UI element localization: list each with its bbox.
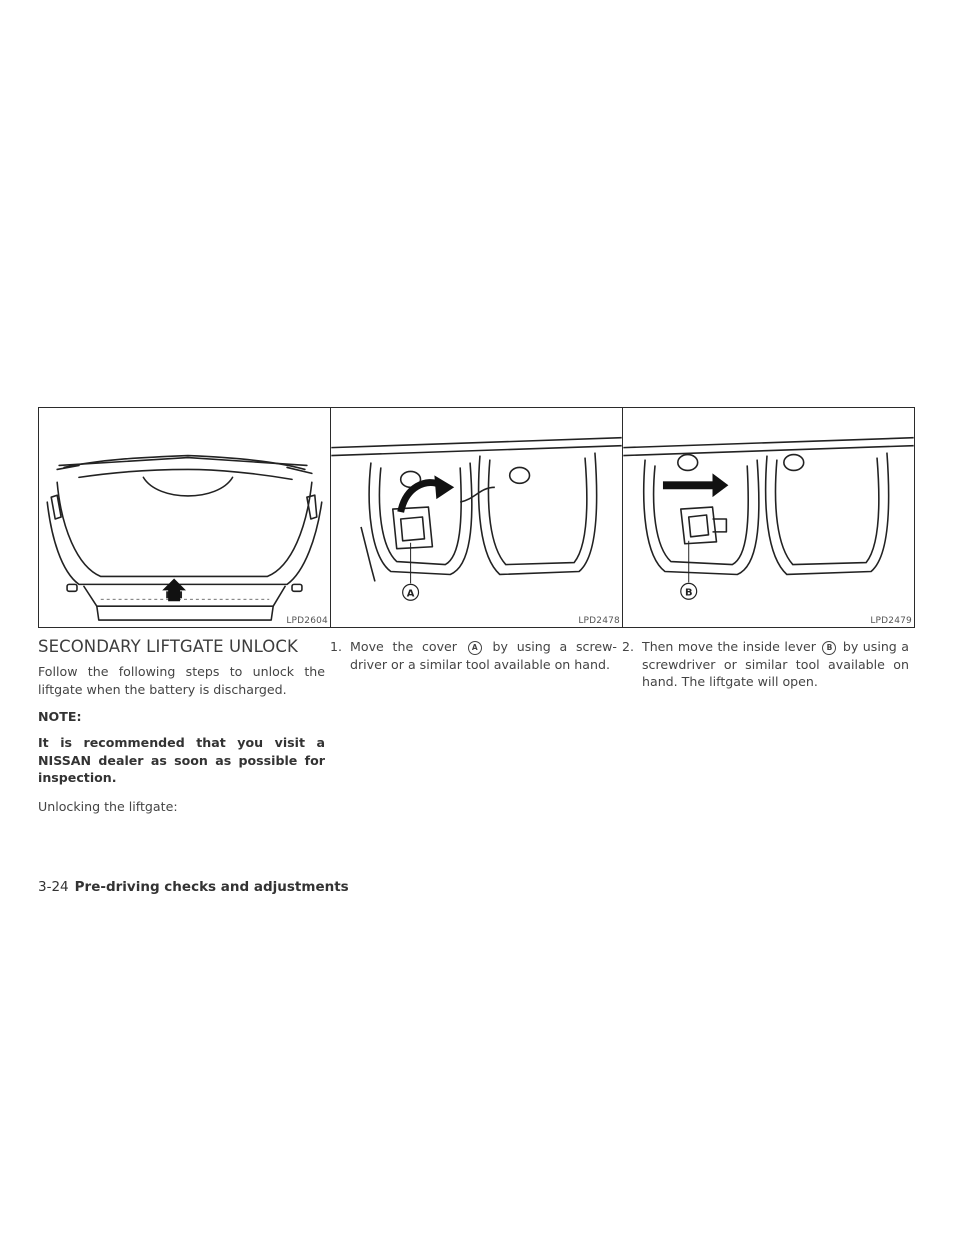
cover-illustration [331, 408, 622, 627]
lever-illustration [623, 408, 914, 627]
figure-liftgate [38, 407, 331, 628]
figure-cover [330, 407, 623, 628]
intro-paragraph: Follow the following steps to unlock the liftgate when the battery is discharged. [38, 664, 325, 697]
callout-icon: A [468, 641, 482, 655]
footer-section-title: Pre-driving checks and adjustments [74, 879, 349, 895]
note-label: NOTE: [38, 709, 82, 724]
column-step-1 [330, 638, 617, 673]
step-number: 1. [330, 639, 343, 654]
unlocking-label: Unlocking the liftgate: [38, 798, 178, 814]
figure-code: LPD2479 [870, 616, 912, 626]
column-intro [38, 633, 325, 826]
note-body: It is recommended that you visit a NISSAN dealer as soon as possible for inspection. [38, 735, 325, 785]
figure-code: LPD2478 [578, 616, 620, 626]
page-footer [38, 879, 349, 895]
liftgate-illustration [39, 408, 330, 627]
step-1 [330, 638, 617, 673]
step-2 [622, 638, 909, 691]
step-number: 2. [622, 639, 635, 654]
step-text-before: Then move the inside lever [642, 639, 816, 654]
column-step-2 [622, 638, 909, 691]
step-text-after: by using a screwdriver or similar tool available on hand. The liftgate will open. [642, 639, 909, 689]
step-text-before: Move the cover [350, 639, 457, 654]
callout-b: B [684, 587, 693, 599]
section-heading: SECONDARY LIFTGATE UNLOCK [38, 637, 298, 656]
figure-code: LPD2604 [286, 616, 328, 626]
callout-a: A [406, 588, 415, 600]
step-text-after: by using a screw- driver or a similar tool available on hand. [350, 639, 617, 672]
figure-lever [622, 407, 915, 628]
page-number: 3-24 [38, 879, 69, 895]
callout-icon: B [822, 641, 836, 655]
